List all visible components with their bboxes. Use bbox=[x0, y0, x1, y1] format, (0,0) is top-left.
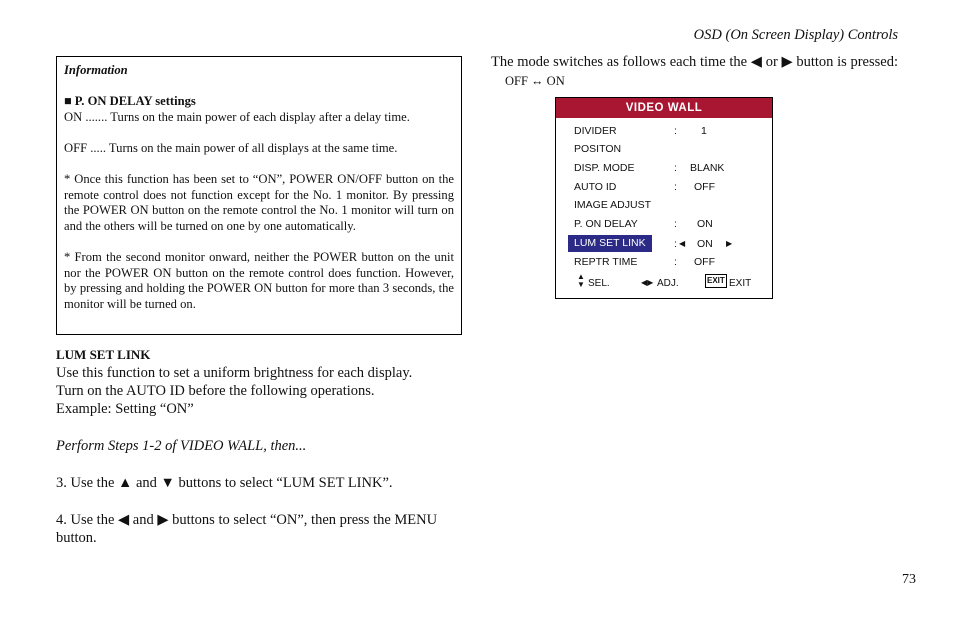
step-4: 4. Use the ◀ and ▶ buttons to select “ON”, then press the MENU button. bbox=[56, 512, 438, 546]
lum-line-1: Use this function to set a uniform brightness for each display. bbox=[56, 365, 413, 381]
lum-line-3: Example: Setting “ON” bbox=[56, 401, 194, 417]
osd-row-lum-set-link[interactable] bbox=[568, 235, 768, 253]
osd-row-label: DIVIDER bbox=[574, 125, 617, 137]
osd-row-p-on-delay[interactable] bbox=[568, 215, 768, 233]
arrow-left-icon[interactable]: ◀ bbox=[679, 239, 686, 248]
osd-row-value: ON bbox=[697, 238, 713, 250]
osd-title: VIDEO WALL bbox=[556, 98, 772, 118]
lum-line-2: Turn on the AUTO ID before the following operations. bbox=[56, 383, 375, 399]
mode-text: The mode switches as follows each time the ◀ or ▶ button is pressed: bbox=[491, 54, 898, 70]
osd-row-colon: : bbox=[674, 181, 677, 193]
lum-set-link-section bbox=[56, 346, 466, 547]
page-header-title: OSD (On Screen Display) Controls bbox=[693, 27, 898, 43]
osd-row-value: BLANK bbox=[690, 162, 725, 174]
steps-intro: Perform Steps 1-2 of VIDEO WALL, then... bbox=[56, 438, 307, 454]
information-box bbox=[56, 56, 462, 335]
bullet-square-icon: ■ bbox=[64, 94, 72, 109]
osd-row-value: ON bbox=[697, 218, 713, 230]
osd-row-divider[interactable] bbox=[568, 122, 768, 140]
osd-row-label: DISP. MODE bbox=[574, 162, 635, 174]
osd-row-value: 1 bbox=[701, 125, 707, 137]
osd-row-reptr-time[interactable] bbox=[568, 253, 768, 271]
info-heading: Information bbox=[64, 63, 128, 77]
info-note-1: * Once this function has been set to “ON”, POWER ON/OFF button on the remote control does not function except for the No. 1 monitor. By pressing the POWER ON button on the remote control the No. 1 monitor will turn on and the others will be turned on one by one automatically. bbox=[64, 172, 454, 233]
osd-row-label: REPTR TIME bbox=[574, 256, 638, 268]
osd-row-colon: : bbox=[674, 162, 677, 174]
osd-row-label: POSITON bbox=[574, 143, 622, 155]
osd-row-image-adjust[interactable] bbox=[568, 196, 768, 214]
osd-row-label: IMAGE ADJUST bbox=[574, 199, 652, 211]
info-on-line: ON ....... Turns on the main power of each display after a delay time. bbox=[64, 109, 410, 124]
info-subheading bbox=[64, 94, 454, 110]
exit-key-icon: EXIT bbox=[705, 274, 727, 288]
info-off-line: OFF ..... Turns on the main power of all displays at the same time. bbox=[64, 140, 398, 155]
osd-video-wall-menu bbox=[555, 97, 773, 299]
mode-switch-description bbox=[491, 53, 898, 91]
osd-row-colon: : bbox=[674, 218, 677, 230]
page-number: 73 bbox=[902, 572, 916, 587]
osd-row-label: LUM SET LINK bbox=[568, 235, 652, 252]
info-subheading-text: P. ON DELAY settings bbox=[74, 94, 196, 109]
lum-heading: LUM SET LINK bbox=[56, 347, 151, 362]
osd-row-value: OFF bbox=[694, 256, 715, 268]
osd-row-disp-mode[interactable] bbox=[568, 159, 768, 177]
step-3: 3. Use the ▲ and ▼ buttons to select “LUM SET LINK”. bbox=[56, 475, 393, 491]
osd-row-position[interactable] bbox=[568, 140, 768, 158]
osd-row-label: AUTO ID bbox=[574, 181, 617, 193]
up-down-arrows-icon: ▲ ▼ bbox=[577, 272, 585, 289]
osd-row-value: OFF bbox=[694, 181, 715, 193]
osd-row-colon: : bbox=[674, 238, 677, 250]
osd-row-colon: : bbox=[674, 256, 677, 268]
osd-footer-sel: SEL. bbox=[588, 278, 610, 289]
osd-footer-exit: EXIT bbox=[729, 278, 752, 289]
osd-row-label: P. ON DELAY bbox=[574, 218, 638, 230]
info-note-2: * From the second monitor onward, neither the POWER button on the unit nor the POWER ON button on the remote control does function. However, by pressing and holding the POWER ON button for more than 3 seconds, the monitor will be turned on. bbox=[64, 250, 454, 311]
osd-footer bbox=[556, 274, 772, 294]
left-right-arrows-icon: ◀▶ bbox=[641, 278, 654, 287]
arrow-right-icon[interactable]: ▶ bbox=[726, 239, 733, 248]
mode-sequence: OFF ↔ ON bbox=[505, 74, 565, 88]
osd-row-colon: : bbox=[674, 125, 677, 137]
osd-row-auto-id[interactable] bbox=[568, 178, 768, 196]
osd-footer-adj: ADJ. bbox=[657, 278, 679, 289]
